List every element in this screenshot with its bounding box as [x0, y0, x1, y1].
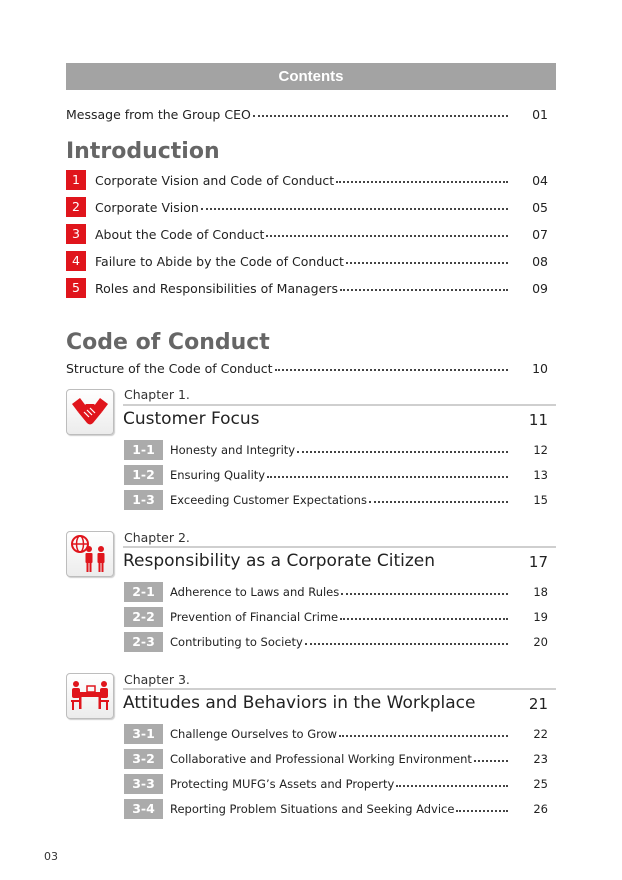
- toc-entry-label: About the Code of Conduct: [95, 226, 265, 242]
- toc-entry-page: 05: [532, 199, 548, 215]
- chapter-title: Customer Focus: [123, 409, 260, 429]
- chapter-label-1: Chapter 1.: [124, 387, 190, 402]
- toc-entry-label: Adherence to Laws and Rules: [170, 585, 340, 599]
- leader-dots: [297, 451, 508, 453]
- chapter-title: Responsibility as a Corporate Citizen: [123, 551, 436, 571]
- toc-entry-page: 19: [533, 610, 548, 624]
- leader-dots: [253, 115, 508, 117]
- leader-dots: [201, 208, 508, 210]
- chapter-title-row-1[interactable]: [123, 404, 556, 429]
- toc-entry-label: Honesty and Integrity: [170, 443, 296, 457]
- leader-dots: [305, 643, 508, 645]
- leader-dots: [336, 181, 508, 183]
- toc-row-intro-5[interactable]: [66, 278, 548, 298]
- toc-entry-page: 01: [532, 106, 548, 122]
- chapter-title-row-2[interactable]: [123, 546, 556, 571]
- toc-row-2-3[interactable]: [124, 632, 548, 652]
- toc-entry-label: Reporting Problem Situations and Seeking Advice: [170, 802, 455, 816]
- leader-dots: [369, 501, 508, 503]
- item-number-badge: 1-3: [124, 490, 163, 510]
- toc-row-2-2[interactable]: [124, 607, 548, 627]
- chapter-title: Attitudes and Behaviors in the Workplace: [123, 693, 476, 713]
- item-number-badge: 3-4: [124, 799, 163, 819]
- toc-entry-label: Corporate Vision: [95, 199, 199, 215]
- page-number: 03: [44, 850, 58, 863]
- toc-entry-label: Corporate Vision and Code of Conduct: [95, 172, 335, 188]
- toc-row-3-4[interactable]: [124, 799, 548, 819]
- item-number-badge: 4: [66, 251, 86, 271]
- toc-row-1-3[interactable]: [124, 490, 548, 510]
- item-number-badge: 3-3: [124, 774, 163, 794]
- toc-row-1-2[interactable]: [124, 465, 548, 485]
- toc-entry-label: Prevention of Financial Crime: [170, 610, 339, 624]
- toc-entry-page: 15: [533, 493, 548, 507]
- leader-dots: [340, 618, 508, 620]
- chapter-label-2: Chapter 2.: [124, 530, 190, 545]
- item-number-badge: 2-2: [124, 607, 163, 627]
- toc-entry-page: 10: [532, 360, 548, 376]
- contents-header: Contents: [66, 63, 556, 90]
- toc-row-3-3[interactable]: [124, 774, 548, 794]
- leader-dots: [456, 810, 508, 812]
- leader-dots: [340, 289, 508, 291]
- toc-entry-label: Protecting MUFG’s Assets and Property: [170, 777, 395, 791]
- item-number-badge: 2-3: [124, 632, 163, 652]
- item-number-badge: 1: [66, 170, 86, 190]
- toc-entry-label: Contributing to Society: [170, 635, 303, 649]
- item-number-badge: 3-2: [124, 749, 163, 769]
- leader-dots: [396, 785, 508, 787]
- toc-entry-page: 18: [533, 585, 548, 599]
- item-number-badge: 2-1: [124, 582, 163, 602]
- toc-entry-label: Message from the Group CEO: [66, 106, 251, 122]
- toc-row-3-2[interactable]: [124, 749, 548, 769]
- toc-row-message[interactable]: [66, 106, 556, 122]
- toc-entry-page: 09: [532, 280, 548, 296]
- item-number-badge: 1-2: [124, 465, 163, 485]
- chapter-page: 17: [528, 553, 548, 571]
- toc-entry-page: 23: [533, 752, 548, 766]
- toc-entry-page: 26: [533, 802, 548, 816]
- section-title-code-of-conduct: Code of Conduct: [66, 330, 270, 355]
- chapter-page: 11: [528, 411, 548, 429]
- toc-entry-page: 04: [532, 172, 548, 188]
- toc-entry-page: 20: [533, 635, 548, 649]
- toc-entry-label: Roles and Responsibilities of Managers: [95, 280, 338, 296]
- toc-entry-label: Ensuring Quality: [170, 468, 266, 482]
- meeting-table-icon: [66, 673, 114, 719]
- leader-dots: [266, 235, 508, 237]
- item-number-badge: 3-1: [124, 724, 163, 744]
- leader-dots: [474, 760, 508, 762]
- toc-entry-label: Failure to Abide by the Code of Conduct: [95, 253, 344, 269]
- leader-dots: [275, 369, 508, 371]
- toc-entry-label: Challenge Ourselves to Grow: [170, 727, 338, 741]
- toc-row-intro-2[interactable]: [66, 197, 548, 217]
- chapter-label-3: Chapter 3.: [124, 672, 190, 687]
- toc-entry-page: 25: [533, 777, 548, 791]
- toc-entry-page: 08: [532, 253, 548, 269]
- toc-row-intro-1[interactable]: [66, 170, 548, 190]
- item-number-badge: 1-1: [124, 440, 163, 460]
- chapter-title-row-3[interactable]: [123, 688, 556, 713]
- leader-dots: [341, 593, 508, 595]
- toc-entry-page: 07: [532, 226, 548, 242]
- leader-dots: [346, 262, 508, 264]
- toc-entry-page: 13: [533, 468, 548, 482]
- chapter-page: 21: [528, 695, 548, 713]
- toc-row-1-1[interactable]: [124, 440, 548, 460]
- item-number-badge: 5: [66, 278, 86, 298]
- toc-row-intro-3[interactable]: [66, 224, 548, 244]
- leader-dots: [267, 476, 508, 478]
- toc-row-3-1[interactable]: [124, 724, 548, 744]
- section-title-introduction: Introduction: [66, 139, 220, 164]
- toc-entry-label: Exceeding Customer Expectations: [170, 493, 367, 507]
- globe-people-icon: [66, 531, 114, 577]
- leader-dots: [339, 735, 508, 737]
- handshake-icon: [66, 389, 114, 435]
- item-number-badge: 3: [66, 224, 86, 244]
- toc-row-intro-4[interactable]: [66, 251, 548, 271]
- toc-row-structure[interactable]: [66, 360, 556, 376]
- item-number-badge: 2: [66, 197, 86, 217]
- toc-entry-label: Structure of the Code of Conduct: [66, 360, 273, 376]
- toc-entry-label: Collaborative and Professional Working Environment: [170, 752, 472, 766]
- toc-row-2-1[interactable]: [124, 582, 548, 602]
- toc-entry-page: 12: [533, 443, 548, 457]
- toc-entry-page: 22: [533, 727, 548, 741]
